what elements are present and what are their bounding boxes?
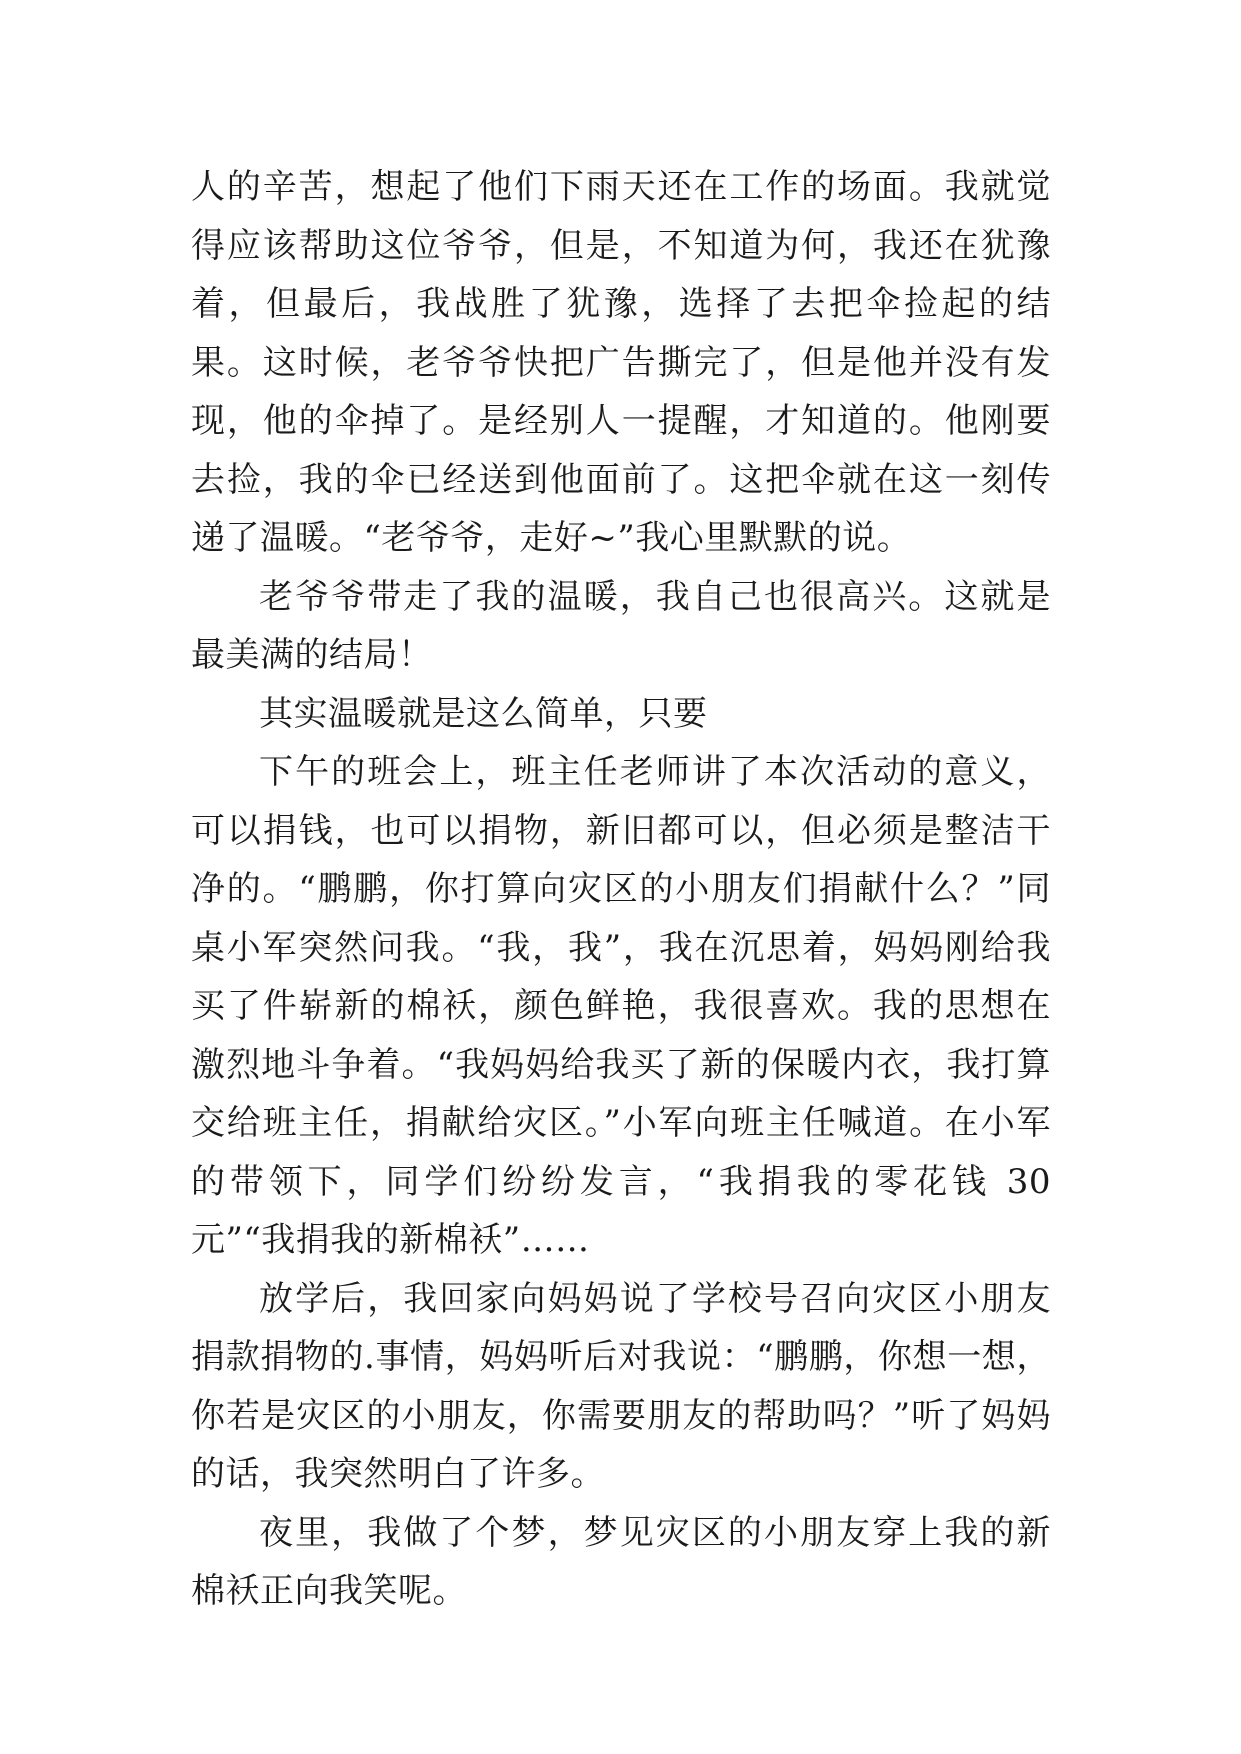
paragraph-4: 下午的班会上，班主任老师讲了本次活动的意义，可以捐钱，也可以捐物，新旧都可以，但必须是整洁干净的。“鹏鹏，你打算向灾区的小朋友们捐献什么？”同桌小军突然问我。“我，我”，我在沉思着，妈妈刚给我买了件崭新的棉袄，颜色鲜艳，我很喜欢。我的思想在激烈地斗争着。“我妈妈给我买了新的保暖内衣，我打算交给班主任，捐献给灾区。”小军向班主任喊道。在小军的带领下，同学们纷纷发言，“我捐我的零花钱 30 元”“我捐我的新棉袄”…… [191, 752, 1051, 1260]
paragraph-2: 老爷爷带走了我的温暖，我自己也很高兴。这就是最美满的结局！ [191, 576, 1051, 675]
body-text [191, 158, 1051, 1621]
paragraph-6: 夜里，我做了个梦，梦见灾区的小朋友穿上我的新棉袄正向我笑呢。 [191, 1512, 1051, 1611]
paragraph-1: 人的辛苦，想起了他们下雨天还在工作的场面。我就觉得应该帮助这位爷爷，但是，不知道为何，我还在犹豫着，但最后，我战胜了犹豫，选择了去把伞捡起的结果。这时候，老爷爷快把广告撕完了，但是他并没有发现，他的伞掉了。是经别人一提醒，才知道的。他刚要去捡，我的伞已经送到他面前了。这把伞就在这一刻传递了温暖。“老爷爷，走好~”我心里默默的说。 [191, 167, 1051, 558]
paragraph-3: 其实温暖就是这么简单，只要 [259, 693, 708, 734]
paragraph-5: 放学后，我回家向妈妈说了学校号召向灾区小朋友捐款捐物的.事情，妈妈听后对我说：“鹏鹏，你想一想，你若是灾区的小朋友，你需要朋友的帮助吗？”听了妈妈的话，我突然明白了许多。 [191, 1278, 1051, 1494]
